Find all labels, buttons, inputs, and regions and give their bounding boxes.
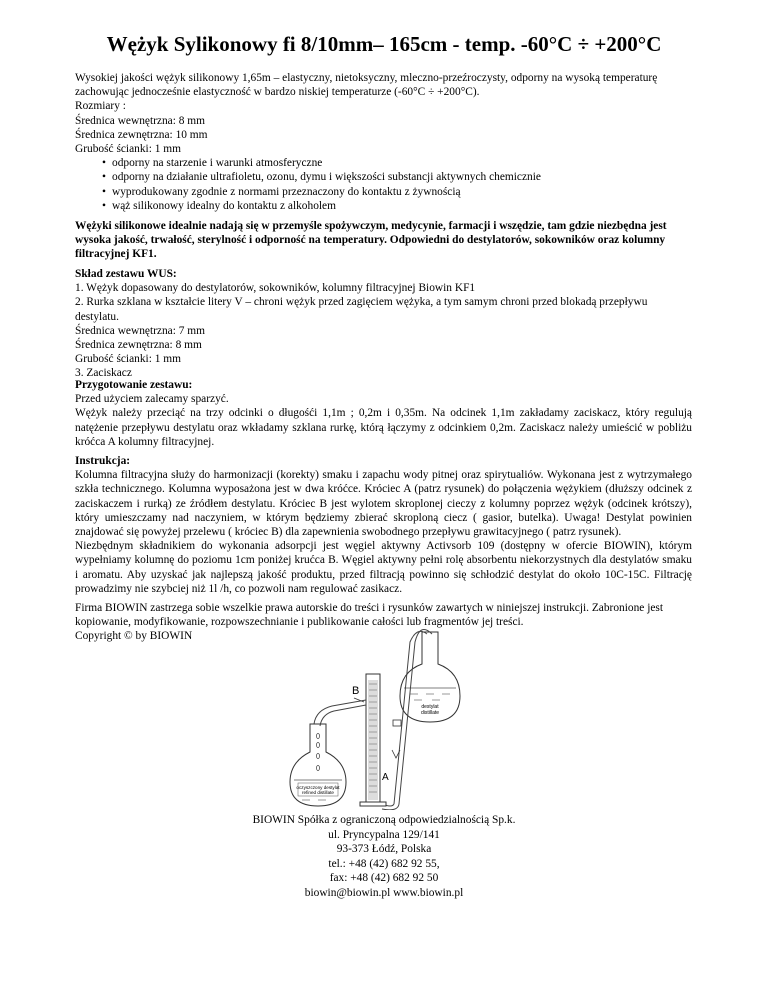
feature-item: • odporny na działanie ultrafioletu, ozonu, dymu i większości substancji aktywnych chemicznie bbox=[75, 170, 692, 184]
feature-item: • odporny na starzenie i warunki atmosferyczne bbox=[75, 156, 692, 170]
kit-item-3: 3. Zaciskacz bbox=[75, 367, 132, 380]
clamp-icon bbox=[393, 720, 401, 726]
usage-section bbox=[75, 219, 692, 262]
preparation-section bbox=[75, 378, 692, 449]
kit-inner-diameter: Średnica wewnętrzna: 7 mm bbox=[75, 324, 205, 337]
instructions-heading: Instrukcja: bbox=[75, 455, 131, 467]
kit-wall-thickness: Grubość ścianki: 1 mm bbox=[75, 353, 181, 366]
company-name: BIOWIN Spółka z ograniczoną odpowiedzialnością Sp.k. bbox=[252, 814, 516, 826]
company-city: 93-373 Łódź, Polska bbox=[336, 843, 432, 856]
preparation-line: Przed użyciem zalecamy sparzyć. bbox=[75, 393, 229, 406]
usage-paragraph: Wężyki silikonowe idealnie nadają się w przemyśle spożywczym, medycynie, farmacji i wszędzie, tam gdzie niezbędna jest wysoka jakość, trwałość, sterylność i odporność na temperatury. Odpowiedni do destylatorów, sokowników oraz kolumny filtracyjnej KF1. bbox=[75, 220, 667, 261]
features-list bbox=[75, 156, 692, 213]
preparation-text: Wężyk należy przeciąć na trzy odcinki o długośći 1,1m ; 0,2m i 0,35m. Na odcinek 1,1m zakładamy zaciskacz, który regulują natężenie przepływu destylatu oraz wkładamy szklana rurkę, którą łączymy z odcinkiem 0,2m. Zaciskacz należy umieścić w pobliżu króćca A kolumny filtracyjnej. bbox=[75, 407, 692, 448]
preparation-heading: Przygotowanie zestawu: bbox=[75, 379, 193, 391]
kit-item-2: 2. Rurka szklana w kształcie litery V – chroni wężyk przed zagięciem wężyka, a tym samym chroni przed blokadą przepływu destylatu. bbox=[75, 296, 648, 323]
filtration-column bbox=[352, 674, 389, 806]
kit-section bbox=[75, 267, 692, 381]
filtration-diagram bbox=[282, 628, 472, 810]
distillate-label-1: destylat bbox=[421, 704, 439, 710]
instructions-section bbox=[75, 454, 692, 596]
purified-flask bbox=[290, 724, 346, 806]
instructions-para-2: Niezbędnym składnikiem do wykonania adsorpcji jest węgiel aktywny Activsorb 109 (dostępny w ofercie BIOWIN), którym wypełniamy kolumnę do poziomu 1cm poniżej krućca B. Węgiel aktywny pełni rolę absorbentu niekorzystnych dla destylatów smaku i aromatu. Aby uzyskać jak najlepszą jakość produktu, przed filtracją powinno się schłodzić destylat do około 10C-15C. Filtrację prowadzimy nie szybciej niż 1l /h, co pozwoli nam regulować zasikacz. bbox=[75, 540, 692, 595]
company-web: biowin@biowin.pl www.biowin.pl bbox=[304, 886, 464, 899]
wall-thickness: Grubość ścianki: 1 mm bbox=[75, 143, 181, 156]
outlet-b-label: B bbox=[352, 685, 360, 697]
kit-item-1: 1. Wężyk dopasowany do destylatorów, sokowników, kolumny filtracyjnej Biowin KF1 bbox=[75, 282, 476, 295]
inlet-a-label: A bbox=[382, 772, 389, 783]
instructions-para-1: Kolumna filtracyjna służy do harmonizacji (korekty) smaku i zapachu wody pitnej oraz spirytualiów. Wykonana jest z wytrzymałego szkła technicznego. Kolumna wyposażona jest w dwa króćce. Króciec A (patrz rysunek) do połączenia wężykiem (dłuższy odcinek z zaciskaczem i rurką) ze źródłem destylatu. Króciec B jest wylotem skroplonej cieczy z kolumny poprzez wężyk (odcinek krótszy), który umieszczamy nad naczyniem, w którym będziemy zbierać skroploną ciecz ( gasior, butelka). Uwaga! Destylat powinien znajdować się powyżej przelewu ( króciec B) dla zapewnienia swobodnego przepływu grawitacyjnego ( patrz rysunek). bbox=[75, 469, 692, 539]
intro-section bbox=[75, 71, 692, 213]
intro-description: Wysokiej jakości wężyk silikonowy 1,65m – elastyczny, nietoksyczny, mleczno-przeźroczysty, odporny na wysoką temperaturę zachowując jednocześnie elastyczność w bardzo niskiej temperaturze (-60°C ÷ +200°C). bbox=[75, 72, 658, 99]
copyright-text: Firma BIOWIN zastrzega sobie wszelkie prawa autorskie do treści i rysunków zawartych w niniejszej instrukcji. Zabronione jest kopiowanie, modyfikowanie, rozpowszechnianie i publikowanie całości lub fragmentów jej treści. bbox=[75, 602, 664, 629]
inner-diameter: Średnica wewnętrzna: 8 mm bbox=[75, 114, 205, 127]
distillate-flask bbox=[400, 632, 460, 722]
distillate-label-2: distillate bbox=[420, 710, 440, 716]
company-fax: fax: +48 (42) 682 92 50 bbox=[329, 872, 439, 885]
purified-label-1: oczyszczony destylat bbox=[296, 785, 340, 790]
dimensions-label: Rozmiary : bbox=[75, 100, 126, 113]
feature-item: • wyprodukowany zgodnie z normami przeznaczony do kontaktu z żywnością bbox=[75, 185, 692, 199]
outlet-hose bbox=[314, 700, 366, 726]
purified-label-2: refined distillate bbox=[302, 790, 334, 795]
company-footer bbox=[0, 813, 768, 901]
feature-item: • wąż silikonowy idealny do kontaktu z alkoholem bbox=[75, 199, 692, 213]
kit-heading: Skład zestawu WUS: bbox=[75, 268, 177, 280]
outer-diameter: Średnica zewnętrzna: 10 mm bbox=[75, 128, 208, 141]
kit-outer-diameter: Średnica zewnętrzna: 8 mm bbox=[75, 339, 202, 352]
page-title: Wężyk Sylikonowy fi 8/10mm– 165cm - temp. -60°C ÷ +200°C bbox=[106, 32, 662, 56]
company-tel: tel.: +48 (42) 682 92 55, bbox=[328, 857, 440, 870]
diagram-svg bbox=[282, 628, 472, 810]
supply-hose bbox=[382, 630, 432, 810]
company-street: ul. Pryncypalna 129/141 bbox=[328, 828, 440, 841]
copyright-line: Copyright © by BIOWIN bbox=[75, 630, 193, 643]
